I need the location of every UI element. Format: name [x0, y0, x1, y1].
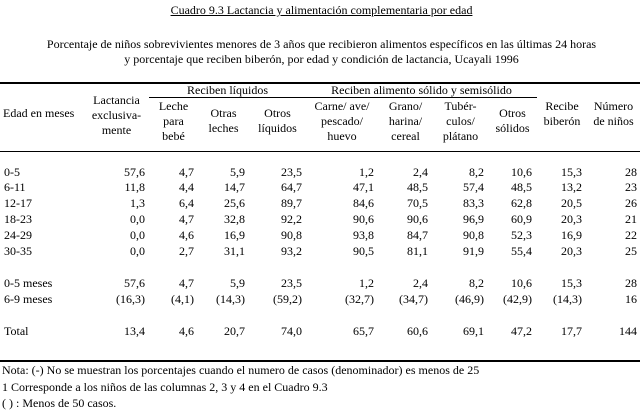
table-cell: 17,7 — [561, 324, 582, 338]
table-cell: (42,9) — [503, 292, 532, 306]
table-cell: 0,0 — [130, 212, 145, 226]
table-cell: 60,6 — [407, 324, 428, 338]
table-cell: 25 — [625, 244, 637, 258]
table-cell: 57,6 — [124, 276, 145, 290]
table-cell: 91,9 — [463, 244, 484, 258]
table-cell: 20,3 — [561, 212, 582, 226]
table-cell: 1,2 — [359, 276, 374, 290]
table-cell: 23,5 — [281, 276, 302, 290]
row-label: Total — [4, 324, 29, 338]
table-cell: 4,7 — [179, 276, 194, 290]
table-cell: 8,2 — [469, 165, 484, 179]
row-label: 6-9 meses — [4, 292, 53, 306]
table-cell: 14,7 — [224, 180, 245, 194]
table-cell: 4,7 — [179, 212, 194, 226]
table-cell: 52,3 — [511, 228, 532, 242]
table-cell: (16,3) — [116, 292, 145, 306]
row-label: 30-35 — [4, 244, 32, 258]
column-header-carne: huevo — [327, 129, 357, 143]
group-header-liquidos: Reciben líquidos — [187, 83, 268, 97]
table-cell: 2,4 — [413, 276, 428, 290]
table-cell: 0,0 — [130, 244, 145, 258]
column-header-leche: bebé — [162, 129, 185, 143]
column-header-lact: mente — [101, 123, 132, 137]
table-cell: 4,4 — [179, 180, 194, 194]
table-cell: 84,7 — [407, 228, 428, 242]
rule-notes — [0, 360, 640, 362]
column-header-carne: Carne/ ave/ — [314, 99, 370, 113]
column-header-tuber: culos/ — [446, 114, 475, 128]
table-cell: (14,3) — [553, 292, 582, 306]
column-header-otrossol: sólidos — [495, 121, 530, 135]
table-cell: 26 — [625, 196, 637, 210]
footnote: 1 Corresponde a los niños de las columnas 2, 3 y 4 en el Cuadro 9.3 — [2, 380, 328, 394]
table-cell: 25,6 — [224, 196, 245, 210]
row-label: 0-5 meses — [4, 276, 53, 290]
table-cell: 47,1 — [353, 180, 374, 194]
table-cell: 1,2 — [359, 165, 374, 179]
table-cell: 31,1 — [224, 244, 245, 258]
table-cell: 70,5 — [407, 196, 428, 210]
table-cell: 0,0 — [130, 228, 145, 242]
table-cell: 20,7 — [224, 324, 245, 338]
row-label: 18-23 — [4, 212, 32, 226]
table-cell: 90,8 — [463, 228, 484, 242]
table-cell: 93,8 — [353, 228, 374, 242]
table-cell: 15,3 — [561, 276, 582, 290]
table-cell: 57,6 — [124, 165, 145, 179]
rule-group-liquidos — [149, 97, 306, 98]
row-label: 24-29 — [4, 228, 32, 242]
footnote: Nota: (-) No se muestran los porcentajes cuando el numero de casos (denominador) es menos de 25 — [2, 363, 480, 377]
table-cell: 1,3 — [130, 196, 145, 210]
table-cell: 69,1 — [463, 324, 484, 338]
column-header-leche: Leche — [158, 99, 189, 113]
table-cell: 13,2 — [561, 180, 582, 194]
table-cell: 90,8 — [281, 228, 302, 242]
table-cell: 16 — [625, 292, 637, 306]
row-label: 6-11 — [4, 180, 26, 194]
table-cell: 4,6 — [179, 228, 194, 242]
column-header-numero: Número — [593, 99, 634, 113]
rule-group-solidos — [306, 97, 537, 98]
column-header-lact: Lactancia — [93, 93, 140, 107]
column-header-otras: leches — [208, 121, 239, 135]
table-cell: (4,1) — [171, 292, 194, 306]
table-cell: 15,3 — [561, 165, 582, 179]
table-cell: 2,4 — [413, 165, 428, 179]
table-cell: 5,9 — [230, 276, 245, 290]
column-header-carne: pescado/ — [321, 114, 363, 128]
column-header-tuber: Tubér- — [444, 99, 477, 113]
table-cell: 57,4 — [463, 180, 484, 194]
subtitle-line-2: y porcentaje que reciben biberón, por edad y condición de lactancia, Ucayali 1996 — [124, 52, 519, 66]
subtitle-line-1: Porcentaje de niños sobrevivientes menores de 3 años que recibieron alimentos específicos en las últimas 24 horas — [46, 37, 597, 51]
table-cell: (59,2) — [273, 292, 302, 306]
footnote: ( ) : Menos de 50 casos. — [2, 396, 117, 410]
table-cell: 47,2 — [511, 324, 532, 338]
table-cell: 83,3 — [463, 196, 484, 210]
table-cell: 4,7 — [179, 165, 194, 179]
table-cell: 5,9 — [230, 165, 245, 179]
table-cell: (34,7) — [399, 292, 428, 306]
table-cell: 89,7 — [281, 196, 302, 210]
column-header-edad: Edad en meses — [3, 106, 75, 120]
column-header-biberon: Recibe — [545, 99, 579, 113]
table-cell: 28 — [625, 165, 637, 179]
table-cell: 10,6 — [511, 165, 532, 179]
column-header-grano: cereal — [391, 129, 420, 143]
table-cell: 55,4 — [511, 244, 532, 258]
column-header-grano: harina/ — [388, 114, 423, 128]
table-cell: 8,2 — [469, 276, 484, 290]
table-cell: 62,8 — [511, 196, 532, 210]
table-cell: 48,5 — [511, 180, 532, 194]
table-cell: 21 — [625, 212, 637, 226]
table-cell: 23 — [625, 180, 637, 194]
table-cell: 22 — [625, 228, 637, 242]
table-cell: 96,9 — [463, 212, 484, 226]
table-cell: 92,2 — [281, 212, 302, 226]
row-label: 12-17 — [4, 196, 32, 210]
table-cell: 20,3 — [561, 244, 582, 258]
table-cell: 48,5 — [407, 180, 428, 194]
table-cell: 81,1 — [407, 244, 428, 258]
table-cell: 28 — [625, 276, 637, 290]
table-cell: 93,2 — [281, 244, 302, 258]
column-header-otras: Otras — [210, 106, 237, 120]
table-cell: 90,5 — [353, 244, 374, 258]
column-header-lact: exclusiva- — [91, 108, 142, 122]
table-cell: 74,0 — [281, 324, 302, 338]
table-cell: 2,7 — [179, 244, 194, 258]
table-cell: 4,6 — [179, 324, 194, 338]
table-cell: 20,5 — [561, 196, 582, 210]
table-cell: 90,6 — [407, 212, 428, 226]
table-cell: 84,6 — [353, 196, 374, 210]
table-cell: 6,4 — [179, 196, 194, 210]
column-header-grano: Grano/ — [388, 99, 423, 113]
row-label: 0-5 — [4, 165, 20, 179]
column-header-otrossol: Otros — [499, 106, 526, 120]
table-cell: 60,9 — [511, 212, 532, 226]
column-header-tuber: plátano — [442, 129, 479, 143]
group-header-solidos: Reciben alimento sólido y semisólido — [331, 83, 512, 97]
table-cell: 16,9 — [561, 228, 582, 242]
table-cell: 64,7 — [281, 180, 302, 194]
table-cell: 23,5 — [281, 165, 302, 179]
table-cell: 13,4 — [124, 324, 145, 338]
column-header-biberon: biberón — [543, 114, 581, 128]
table-cell: 90,6 — [353, 212, 374, 226]
table-cell: 65,7 — [353, 324, 374, 338]
table-cell: 10,6 — [511, 276, 532, 290]
table-cell: 32,8 — [224, 212, 245, 226]
column-header-leche: para — [163, 114, 184, 128]
rule-header-bottom — [0, 151, 640, 152]
column-header-otrosliq: Otros — [264, 106, 291, 120]
column-header-otrosliq: líquidos — [258, 121, 297, 135]
table-cell: (14,3) — [216, 292, 245, 306]
table-cell: 144 — [619, 324, 637, 338]
table-cell: 11,8 — [124, 180, 145, 194]
table-cell: 16,9 — [224, 228, 245, 242]
table-cell: (46,9) — [455, 292, 484, 306]
table-cell: (32,7) — [345, 292, 374, 306]
table-title: Cuadro 9.3 Lactancia y alimentación complementaria por edad — [170, 3, 473, 17]
column-header-numero: de niños — [593, 114, 634, 128]
